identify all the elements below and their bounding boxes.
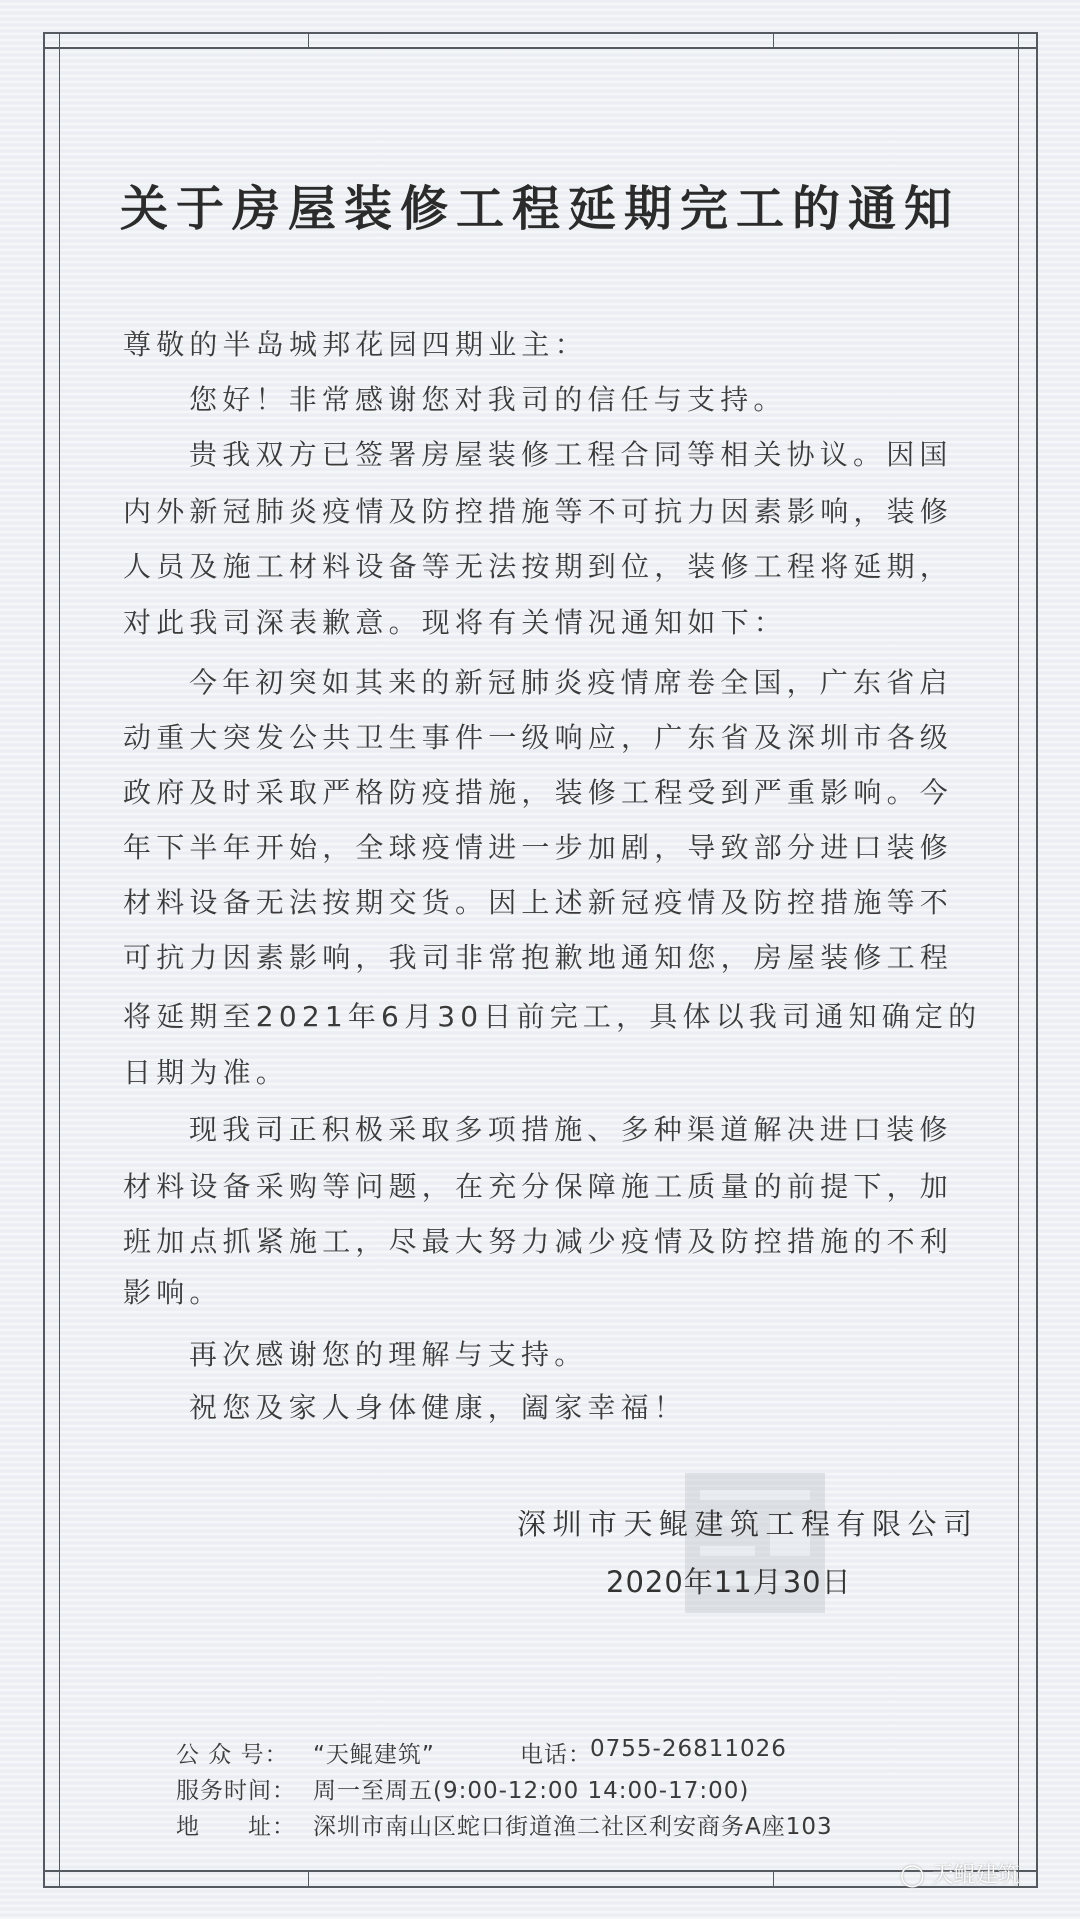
hours-value: 周一至周五(9:00-12:00 14:00-17:00) — [313, 1778, 750, 1804]
watermark-text: 天鲲建筑 — [931, 1863, 1020, 1888]
body-line: 影响。 — [123, 1276, 223, 1309]
greeting: 尊敬的半岛城邦花园四期业主： — [123, 328, 588, 361]
body-line: 可抗力因素影响，我司非常抱歉地通知您，房屋装修工程 — [123, 941, 954, 974]
body-line: 班加点抓紧施工，尽最大努力减少疫情及防控措施的不利 — [123, 1225, 954, 1258]
body-line: 动重大突发公共卫生事件一级响应，广东省及深圳市各级 — [123, 721, 954, 754]
body-line: 政府及时采取严格防疫措施，装修工程受到严重影响。今 — [123, 776, 954, 809]
account-value: “天鲲建筑” — [313, 1742, 435, 1768]
address-label: 地 址： — [176, 1814, 296, 1840]
body-line: 人员及施工材料设备等无法按期到位，装修工程将延期， — [123, 550, 954, 583]
body-line: 今年初突如其来的新冠肺炎疫情席卷全国，广东省启 — [189, 666, 953, 699]
notice-date: 2020年11月30日 — [606, 1565, 852, 1599]
body-line: 现我司正积极采取多项措施、多种渠道解决进口装修 — [189, 1113, 953, 1146]
body-line: 祝您及家人身体健康，阖家幸福！ — [189, 1391, 688, 1424]
body-line: 内外新冠肺炎疫情及防控措施等不可抗力因素影响，装修 — [123, 495, 954, 528]
body-line: 日期为准。 — [123, 1056, 290, 1089]
body-line: 将延期至2021年6月30日前完工，具体以我司通知确定的 — [123, 1000, 982, 1033]
body-line: 再次感谢您的理解与支持。 — [189, 1338, 588, 1371]
body-line: 对此我司深表歉意。现将有关情况通知如下： — [123, 606, 788, 639]
body-line: 年下半年开始，全球疫情进一步加剧，导致部分进口装修 — [123, 831, 954, 864]
notice-title: 关于房屋装修工程延期完工的通知 — [119, 181, 960, 237]
hours-label: 服务时间： — [176, 1778, 296, 1804]
account-label: 公 众 号： — [176, 1742, 289, 1768]
body-line: 贵我双方已签署房屋装修工程合同等相关协议。因国 — [189, 438, 953, 471]
company-name: 深圳市天鲲建筑工程有限公司 — [517, 1507, 979, 1541]
body-line: 您好！非常感谢您对我司的信任与支持。 — [189, 383, 787, 416]
phone-label: 电话： — [520, 1742, 592, 1768]
wechat-icon: ◯ — [900, 1863, 925, 1888]
wechat-watermark — [900, 1858, 1020, 1889]
body-line: 材料设备无法按期交货。因上述新冠疫情及防控措施等不 — [123, 886, 954, 919]
phone-value: 0755-26811026 — [590, 1736, 787, 1762]
address-value: 深圳市南山区蛇口街道渔二社区利安商务A座103 — [313, 1814, 833, 1840]
body-line: 材料设备采购等问题，在充分保障施工质量的前提下，加 — [123, 1170, 954, 1203]
